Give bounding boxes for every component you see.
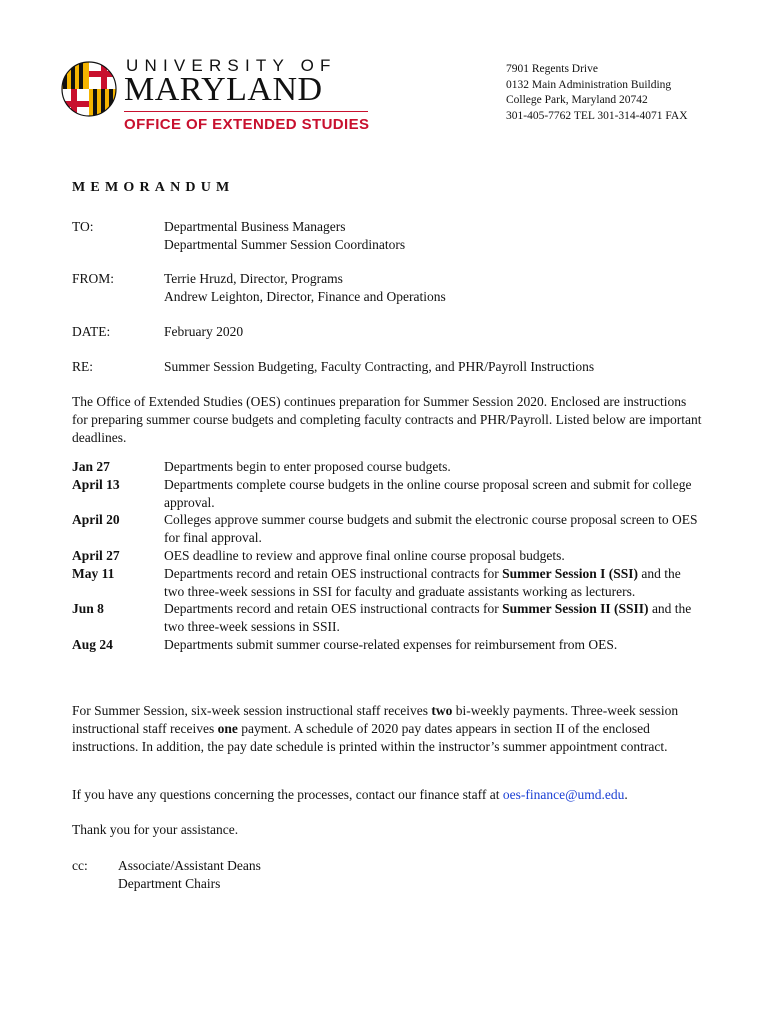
re-label: RE: [72, 359, 94, 374]
deadline-date: Jun 8 [72, 601, 104, 617]
deadline-text: Departments begin to enter proposed course budgets. [164, 459, 451, 474]
deadline-date: April 13 [72, 476, 120, 492]
deadline-text-part: Departments record and retain OES instructional contracts for [164, 601, 503, 617]
from-senders [164, 270, 446, 306]
deadline-text: Colleges approve summer course budgets and submit the electronic course proposal screen to OES for final approval. [164, 512, 698, 546]
university-logo [60, 56, 380, 140]
deadline-item [72, 547, 712, 565]
questions-paragraph [72, 786, 702, 804]
from-sender: Andrew Leighton, Director, Finance and Operations [164, 289, 446, 304]
to-recipients [164, 218, 405, 254]
deadline-text: Departments submit summer course-related expenses for reimbursement from OES. [164, 636, 618, 652]
from-label: FROM: [72, 271, 115, 286]
maryland-flag-icon [60, 60, 118, 118]
payments-count: two [431, 703, 453, 718]
office-name: OFFICE OF EXTENDED STUDIES [124, 116, 370, 133]
to-label: TO: [72, 219, 94, 234]
deadline-date: April 27 [72, 547, 120, 563]
university-of-wordmark: UNIVERSITY OF [126, 56, 337, 75]
payments-text: bi-weekly payments. Three-week session instructional staff receives [72, 703, 679, 736]
cc-recipient: Associate/Assistant Deans [118, 858, 261, 873]
logo-divider [124, 111, 368, 112]
office-address [506, 62, 688, 124]
payments-count: one [217, 721, 238, 736]
deadline-item [72, 511, 712, 547]
deadline-date: Jan 27 [72, 459, 110, 474]
address-line: 7901 Regents Drive [506, 63, 598, 75]
deadline-date: April 20 [72, 512, 120, 528]
cc-recipients [118, 857, 261, 893]
deadline-text: Departments complete course budgets in the online course proposal screen and submit for college approval. [164, 476, 692, 510]
from-sender: Terrie Hruzd, Director, Programs [164, 271, 343, 286]
address-line: 0132 Main Administration Building [506, 78, 672, 91]
memo-title: MEMORANDUM [72, 180, 235, 195]
deadline-text-part: Departments record and retain OES instructional contracts for [164, 565, 503, 581]
deadline-date: Aug 24 [72, 636, 113, 652]
deadline-item [72, 600, 712, 636]
payments-paragraph [72, 702, 702, 756]
re-subject: Summer Session Budgeting, Faculty Contracting, and PHR/Payroll Instructions [164, 359, 595, 374]
to-recipient: Departmental Summer Session Coordinators [164, 237, 406, 252]
address-phone-fax: 301-405-7762 TEL 301-314-4071 FAX [506, 109, 688, 122]
deadline-item [72, 458, 712, 476]
deadline-text: OES deadline to review and approve final online course proposal budgets. [164, 547, 565, 563]
deadline-text [164, 600, 704, 636]
thanks-line: Thank you for your assistance. [72, 822, 239, 837]
deadline-list [72, 458, 712, 654]
deadline-item [72, 476, 712, 512]
deadline-text-part: and the two three-week sessions in SSII. [164, 601, 692, 635]
finance-email-link[interactable]: oes-finance@umd.edu [502, 787, 625, 802]
date-label: DATE: [72, 324, 111, 339]
deadline-session-name: Summer Session I (SSI) [502, 565, 639, 581]
deadline-text [164, 565, 704, 601]
address-line: College Park, Maryland 20742 [506, 94, 648, 106]
questions-text: . [624, 787, 628, 802]
deadline-date: May 11 [72, 565, 115, 581]
intro-paragraph: The Office of Extended Studies (OES) continues preparation for Summer Session 2020. Enclosed are instructions for preparing summer course budgets and completing faculty contracts and PHR/Payroll. Listed below are important deadlines. [72, 394, 702, 445]
date-value: February 2020 [164, 324, 244, 339]
payments-text: payment. A schedule of 2020 pay dates appears in section II of the enclosed instructions. In addition, the pay date schedule is printed within the instructor’s summer appointment contract. [72, 721, 668, 754]
to-recipient: Departmental Business Managers [164, 219, 346, 234]
maryland-wordmark: MARYLAND [124, 71, 323, 108]
deadline-item [72, 636, 712, 654]
deadline-text-part: and the two three-week sessions in SSI for faculty and graduate assistants working as lecturers. [164, 565, 681, 599]
questions-text: If you have any questions concerning the processes, contact our finance staff at [72, 787, 503, 802]
cc-label: cc: [72, 858, 88, 873]
deadline-item [72, 565, 712, 601]
cc-recipient: Department Chairs [118, 876, 221, 891]
deadline-session-name: Summer Session II (SSII) [502, 601, 649, 617]
payments-text: For Summer Session, six-week session instructional staff receives [72, 703, 432, 718]
